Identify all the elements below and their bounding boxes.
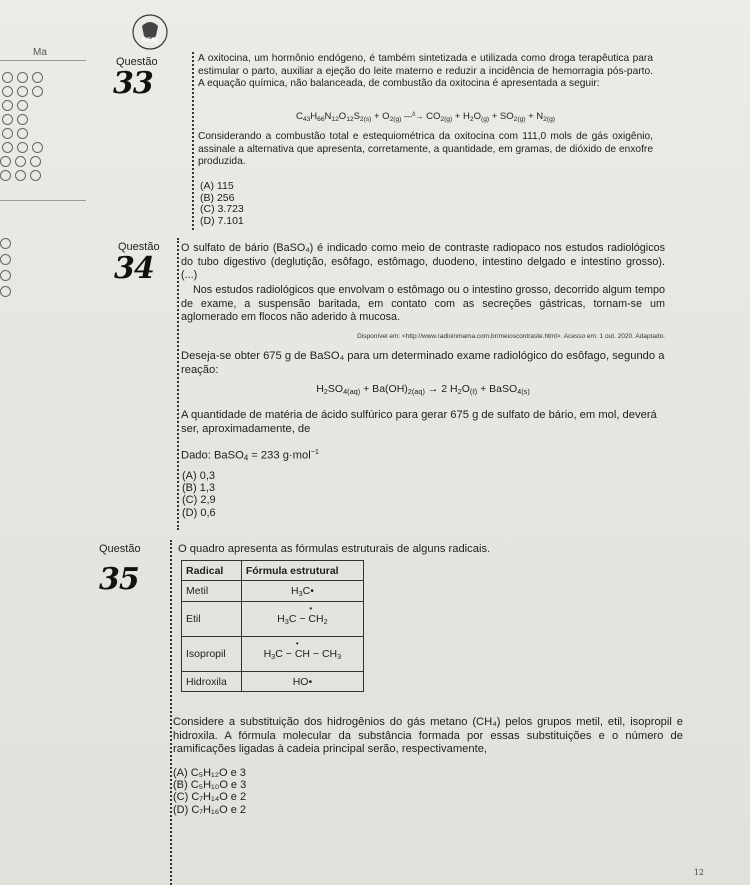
- q34-option-a[interactable]: (A) 0,3: [182, 470, 216, 482]
- bubble: [2, 72, 13, 83]
- formula-metil: $H_3C•$: [241, 581, 363, 602]
- q35-number: 35: [99, 562, 139, 597]
- q34-source: Disponível em: <http://www.radioinmama.com.br/meioscontraste.html>. Acesso em: 1 out. 2020. Adaptado.: [357, 333, 665, 340]
- bubble: [32, 86, 43, 97]
- q34-question: A quantidade de matéria de ácido sulfúrico para gerar 675 g de sulfato de bário, em mol, deverá ser, aproximadamente, de: [181, 409, 657, 435]
- q33-option-d[interactable]: (D) 7.101: [200, 214, 244, 227]
- q35-option-b[interactable]: (B) C₅H₁₀O e 3: [173, 779, 247, 792]
- q34-option-d[interactable]: (D) 0,6: [182, 506, 216, 519]
- formula-hidroxila: HO•: [241, 672, 363, 692]
- q33-equation: $C_{43}H_{66}N_{12}O_{12}S_{2(s)} + O_{2(g)}$ ―$^\Delta$→ $CO_{2(g)} + H_2O_{(g)} + SO_{2(g)} + N_{2(g)}$: [296, 111, 555, 123]
- table-row: [182, 637, 364, 672]
- q33-option-a[interactable]: (A) 115: [200, 180, 234, 192]
- bubble: [15, 170, 26, 181]
- q34-intro: O sulfato de bário (BaSO₄) é indicado como meio de contraste radiopaco nos estudos radiológicos do tubo digestivo (deglutição, esôfago, estômago, duodeno, intestino delgado e intestino grosso). (...): [181, 242, 665, 281]
- bubble: [17, 114, 28, 125]
- q33-number: 33: [113, 66, 153, 101]
- bubble: [0, 156, 11, 167]
- table-row: [182, 672, 364, 692]
- q34-equation: $H_2SO_{4(aq)} + Ba(OH)_{2(aq)} \to 2$ $H_2O_{(\ell)}$ + BaSO$_{4(s)}$: [316, 383, 530, 396]
- table-header-radical: Radical: [182, 561, 242, 581]
- divider: [0, 60, 86, 61]
- formula-isopropil: $H_3C - C$ •H − $CH_3$: [241, 637, 363, 672]
- bubble: [2, 114, 13, 125]
- bubble: [15, 156, 26, 167]
- q35-option-d[interactable]: (D) C₇H₁₆O e 2: [173, 803, 247, 816]
- radical-name: Isopropil: [182, 637, 242, 672]
- q34-prompt: Deseja-se obter 675 g de BaSO₄ para um determinado exame radiológico do esôfago, segundo a reação:: [181, 350, 665, 376]
- q34-option-b[interactable]: (B) 1,3: [182, 482, 216, 495]
- bubble: [0, 170, 11, 181]
- q34-options: [182, 470, 216, 519]
- q33-options: [200, 181, 244, 227]
- q33-prompt: Considerando a combustão total e estequiométrica da oxitocina com 111,0 mols de gás oxigênio, assinale a alternativa que apresenta, corretamente, a quantidade, em gramas, de dióxido de enxofre produzida.: [198, 131, 653, 167]
- q35-option-c[interactable]: (C) C₇H₁₄O e 2: [173, 791, 247, 804]
- radicals-table: [181, 560, 364, 692]
- q34-paragraph-2: Nos estudos radiológicos que envolvam o estômago ou o intestino grosso, decorrido algum tempo de exame, a suspensão baritada, em contato com as secreções gástricas, tornam-se um aglomerado em flocos não aderido à mucosa.: [181, 284, 665, 323]
- q34-number: 34: [114, 251, 154, 286]
- q35-prompt: Considere a substituição dos hidrogênios do gás metano (CH₄) pelos grupos metil, etil, isopropil e hidroxila. A fórmula molecular da substância formada por essas substituições e o número de ramificações ligadas à cadeia principal serão, respectivamente,: [173, 716, 683, 756]
- q33-option-b[interactable]: (B) 256: [200, 191, 235, 204]
- bubble: [32, 142, 43, 153]
- radical-name: Etil: [182, 602, 242, 637]
- bubble: [30, 156, 41, 167]
- bubble: [2, 100, 13, 111]
- q34-option-c[interactable]: (C) 2,9: [182, 494, 216, 507]
- logo-text: UERJ: [142, 37, 158, 44]
- bubble: [32, 72, 43, 83]
- bubble: [17, 142, 28, 153]
- bubble: [17, 128, 28, 139]
- uerj-logo: [130, 12, 170, 52]
- bubble: [0, 238, 11, 249]
- table-header-formula: Fórmula estrutural: [241, 561, 363, 581]
- q34-margin-line: [177, 238, 179, 530]
- bubble: [17, 86, 28, 97]
- bubble: [30, 170, 41, 181]
- bubble: [17, 72, 28, 83]
- q35-options: [173, 767, 246, 816]
- q33-margin-line: [192, 52, 194, 230]
- bubble: [2, 142, 13, 153]
- divider: [0, 200, 86, 201]
- q33-label: Questão: [116, 56, 158, 68]
- radical-name: Hidroxila: [182, 672, 242, 692]
- q35-margin-line: [170, 540, 172, 885]
- q34-label: Questão: [118, 241, 160, 253]
- table-row: [182, 602, 364, 637]
- bubble: [2, 128, 13, 139]
- margin-label: Ma: [33, 47, 47, 58]
- q35-option-a[interactable]: (A) C₅H₁₂O e 3: [173, 767, 246, 779]
- q33-intro: A oxitocina, um hormônio endógeno, é também sintetizada e utilizada como droga terapêutica para estimular o parto, auxiliar a ejeção do leite materno e reduzir a incidência de hemorragia pós-parto. A equação química, não balanceada, de combustão da oxitocina é apresentada a seguir:: [198, 53, 653, 89]
- q35-intro: O quadro apresenta as fórmulas estruturais de alguns radicais.: [178, 543, 491, 555]
- table-row: [182, 581, 364, 602]
- formula-etil: $H_3C - C$ $•H_2$: [241, 602, 363, 637]
- q34-given-label: Dado:: [181, 449, 211, 462]
- q35-label: Questão: [99, 543, 141, 555]
- bubble: [17, 100, 28, 111]
- q34-given: Dado: BaSO$_4$ = 233 g·mol$^{-1}$: [181, 447, 319, 463]
- bubble: [0, 270, 11, 281]
- bubble: [0, 254, 11, 265]
- bubble: [0, 286, 11, 297]
- bubble: [2, 86, 13, 97]
- page-number: 12: [693, 868, 704, 877]
- radical-name: Metil: [182, 581, 242, 602]
- q33-option-c[interactable]: (C) 3.723: [200, 203, 244, 216]
